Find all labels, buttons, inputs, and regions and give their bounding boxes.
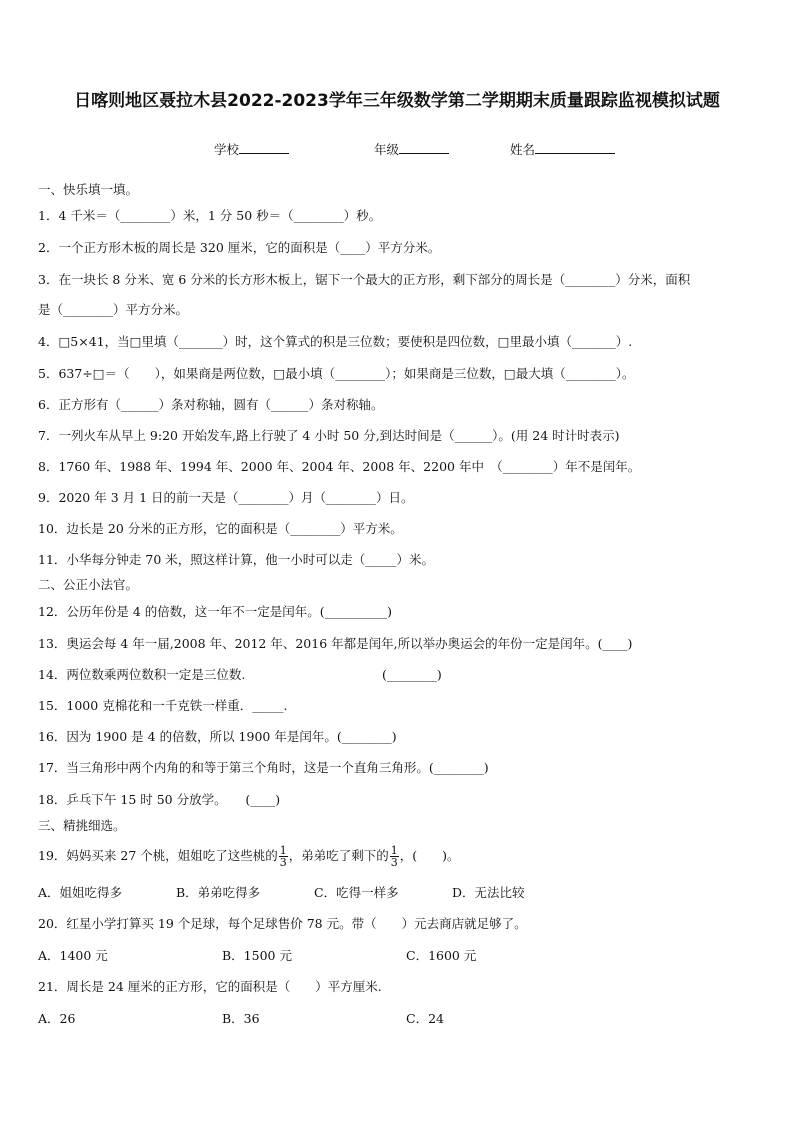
question-2: 2．一个正方形木板的周长是 320 厘米，它的面积是（____）平方分米。 — [38, 240, 441, 255]
q20-option-a: A．1400 元 — [38, 948, 108, 963]
school-blank — [239, 141, 289, 154]
question-1: 1．4 千米＝（________）米，1 分 50 秒＝（________）秒。 — [38, 208, 382, 223]
question-12: 12．公历年份是 4 的倍数，这一年不一定是闰年。(__________) — [38, 604, 393, 619]
question-20: 20．红星小学打算买 19 个足球，每个足球售价 78 元。带（ ）元去商店就足够了。 — [38, 916, 527, 931]
q20-option-b: B．1500 元 — [222, 948, 292, 963]
fraction-one-third-a: $\frac{1}{3}$ — [279, 844, 287, 869]
grade-field — [374, 140, 449, 158]
question-19-text-c: ，( )。 — [399, 848, 460, 863]
q19-option-d: D．无法比较 — [452, 885, 525, 900]
section-heading-2: 二、公正小法官。 — [38, 577, 139, 592]
question-10: 10．边长是 20 分米的正方形，它的面积是（________）平方米。 — [38, 521, 403, 536]
grade-blank — [399, 141, 449, 154]
question-5: 5．637÷□＝（ ），如果商是两位数，□最小填（________）；如果商是三位数，□最大填（________）。 — [38, 366, 635, 381]
question-15: 15．1000 克棉花和一千克铁一样重．_____. — [38, 698, 288, 713]
q20-option-c: C．1600 元 — [406, 948, 477, 963]
question-16: 16．因为 1900 是 4 的倍数，所以 1900 年是闰年。(________) — [38, 729, 397, 744]
question-19 — [38, 844, 460, 868]
school-label: 学校 — [214, 142, 240, 157]
fraction-one-third-b: $\frac{1}{3}$ — [390, 844, 398, 869]
question-19-text-b: ，弟弟吃了剩下的 — [288, 848, 389, 863]
question-3-cont: 是（________）平方分米。 — [38, 302, 189, 317]
question-8: 8．1760 年、1988 年、1994 年、2000 年、2004 年、2008 年、2200 年中 （________）年不是闰年。 — [38, 459, 641, 474]
question-6: 6．正方形有（______）条对称轴，圆有（______）条对称轴。 — [38, 397, 384, 412]
q19-option-b: B．弟弟吃得多 — [176, 885, 261, 900]
question-14-blank: (________) — [382, 667, 442, 682]
name-label: 姓名 — [510, 142, 536, 157]
q19-option-a: A．姐姐吃得多 — [38, 885, 123, 900]
name-field — [510, 140, 615, 158]
page-title: 日喀则地区聂拉木县2022-2023学年三年级数学第二学期期末质量跟踪监视模拟试题 — [74, 91, 720, 111]
question-14: 14．两位数乘两位数积一定是三位数. — [38, 667, 246, 682]
question-19-text-a: 19．妈妈买来 27 个桃，姐姐吃了这些桃的 — [38, 848, 278, 863]
q21-option-a: A．26 — [38, 1011, 76, 1026]
question-17: 17．当三角形中两个内角的和等于第三个角时，这是一个直角三角形。(________) — [38, 760, 489, 775]
question-9: 9．2020 年 3 月 1 日的前一天是（________）月（________）日。 — [38, 490, 414, 505]
q19-option-c: C．吃得一样多 — [314, 885, 399, 900]
question-4: 4．□5×41，当□里填（_______）时，这个算式的积是三位数；要使积是四位数，□里最小填（_______）. — [38, 334, 633, 349]
school-field — [214, 140, 289, 158]
question-13: 13．奥运会每 4 年一届,2008 年、2012 年、2016 年都是闰年,所以举办奥运会的年份一定是闰年。(____) — [38, 636, 633, 651]
section-heading-1: 一、快乐填一填。 — [38, 182, 139, 197]
section-heading-3: 三、精挑细选。 — [38, 818, 126, 833]
q21-option-c: C．24 — [406, 1011, 444, 1026]
grade-label: 年级 — [374, 142, 400, 157]
question-18: 18．乒乓下午 15 时 50 分放学。 (____) — [38, 792, 281, 807]
question-3: 3．在一块长 8 分米、宽 6 分米的长方形木板上，锯下一个最大的正方形，剩下部分的周长是（________）分米，面积 — [38, 272, 691, 287]
name-blank — [535, 141, 615, 154]
question-11: 11．小华每分钟走 70 米，照这样计算，他一小时可以走（_____）米。 — [38, 552, 435, 567]
question-21: 21．周长是 24 厘米的正方形，它的面积是（ ）平方厘米. — [38, 979, 382, 994]
q21-option-b: B．36 — [222, 1011, 260, 1026]
question-7: 7．一列火车从早上 9:20 开始发车,路上行驶了 4 小时 50 分,到达时间是（______）。(用 24 时计时表示) — [38, 428, 620, 443]
